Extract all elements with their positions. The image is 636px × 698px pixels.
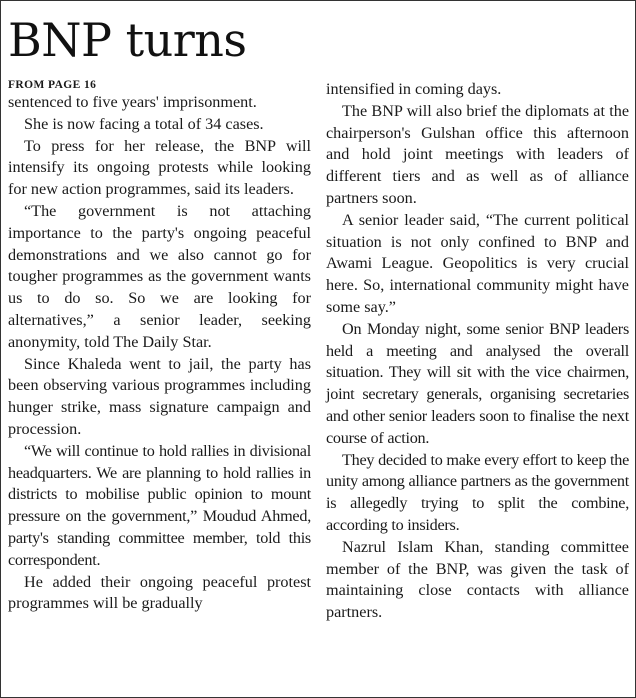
paragraph: He added their ongoing peaceful protest programmes will be gradually <box>8 572 311 613</box>
paragraph: “The government is not attaching importance to the party's ongoing peaceful demonstrations and we also cannot go for tougher programmes as the government wants us to do so. So we are looking for alternatives,” a senior leader, seeking anonymity, told The Daily Star. <box>8 201 311 351</box>
paragraph: To press for her release, the BNP will intensify its ongoing protests while looking for new action programmes, said its leaders. <box>8 136 311 199</box>
paragraph: intensified in coming days. <box>326 80 502 98</box>
paragraph: On Monday night, some senior BNP leaders held a meeting and analysed the overall situation. They will sit with the vice chairmen, joint secretary generals, organising secretaries and other senior leaders soon to finalise the next course of action. <box>326 319 629 447</box>
continuation-label: FROM PAGE 16 <box>8 79 97 91</box>
paragraph: The BNP will also brief the diplomats at the chairperson's Gulshan office this afternoon and hold joint meetings with leaders of different tiers and as well as of alliance partners soon. <box>326 101 629 207</box>
article-column-right <box>326 79 629 624</box>
paragraph: She is now facing a total of 34 cases. <box>24 114 264 133</box>
article-column-left <box>8 79 311 615</box>
paragraph: Nazrul Islam Khan, standing committee member of the BNP, was given the task of maintaining close contacts with alliance partners. <box>326 537 629 622</box>
paragraph: “We will continue to hold rallies in divisional headquarters. We are planning to hold rallies in districts to mobilise public opinion to mount pressure on the government,” Moudud Ahmed, party's standing committee member, told this correspondent. <box>8 441 311 569</box>
paragraph: A senior leader said, “The current political situation is not only confined to BNP and Awami League. Geopolitics is very crucial here. So, international community might have some say.” <box>326 210 629 316</box>
headline: BNP turns <box>8 13 247 67</box>
paragraph: They decided to make every effort to keep the unity among alliance partners as the government is allegedly trying to split the combine, according to insiders. <box>326 450 629 534</box>
paragraph: Since Khaleda went to jail, the party has been observing various programmes including hunger strike, mass signature campaign and procession. <box>8 354 311 438</box>
paragraph: sentenced to five years' imprisonment. <box>8 93 257 111</box>
